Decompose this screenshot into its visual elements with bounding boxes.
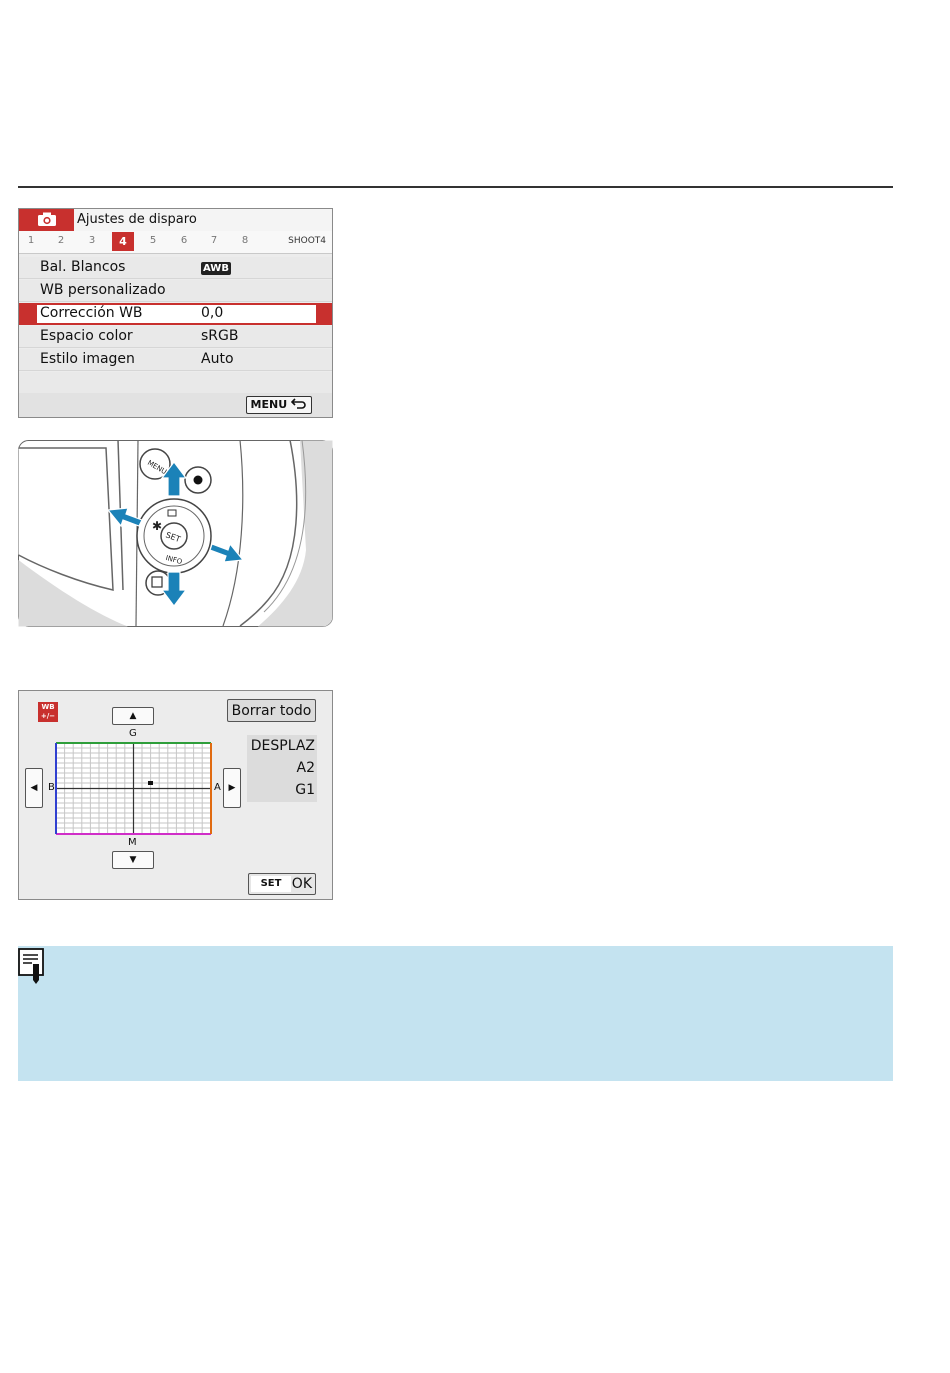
tab-7[interactable]: 7 [210, 235, 218, 246]
section-divider [18, 186, 893, 188]
shift-value-a: A2 [296, 760, 315, 776]
triangle-left-icon: ◀ [30, 783, 38, 793]
set-ok-button[interactable] [248, 873, 316, 895]
tab-3[interactable]: 3 [88, 235, 96, 246]
menu-item-label: WB personalizado [40, 282, 166, 298]
menu-back-button[interactable] [246, 396, 312, 414]
menu-tab-numbers [19, 231, 332, 254]
camera-icon [37, 212, 57, 227]
note-panel [18, 946, 893, 1081]
svg-text:MENU: MENU [145, 458, 168, 477]
tab-8[interactable]: 8 [241, 235, 249, 246]
svg-text:✱: ✱ [152, 519, 163, 533]
shift-label: DESPLAZ [250, 738, 315, 754]
menu-item-label: Bal. Blancos [40, 259, 126, 275]
axis-label-m: M [128, 837, 137, 848]
menu-item-espacio-color[interactable] [19, 326, 332, 348]
tab-group-label: SHOOT4 [288, 236, 326, 246]
camera-back-illustration [18, 440, 333, 627]
svg-text:INFO: INFO [164, 553, 184, 567]
tab-6[interactable]: 6 [180, 235, 188, 246]
return-arrow-icon [291, 398, 307, 409]
menu-title: Ajustes de disparo [77, 212, 197, 227]
menu-item-label: Espacio color [40, 328, 133, 344]
tab-1[interactable]: 1 [27, 235, 35, 246]
awb-badge: AWB [203, 263, 229, 274]
menu-item-bal-blancos[interactable] [19, 257, 332, 279]
shift-right-button[interactable] [223, 768, 241, 808]
set-label: SET [251, 876, 291, 892]
menu-item-wb-personalizado[interactable] [19, 280, 332, 302]
axis-label-g: G [129, 728, 137, 739]
tab-2[interactable]: 2 [57, 235, 65, 246]
tab-5[interactable]: 5 [149, 235, 157, 246]
menu-title-bar [19, 209, 332, 232]
svg-text:SET: SET [164, 530, 182, 545]
tab-4-active[interactable]: 4 [112, 232, 134, 251]
menu-item-value: sRGB [201, 328, 239, 344]
shift-readout [247, 735, 317, 802]
menu-item-value [201, 259, 231, 275]
menu-item-estilo-imagen[interactable] [19, 349, 332, 371]
clear-all-button[interactable]: Borrar todo [227, 699, 316, 722]
wb-shift-icon [38, 702, 58, 722]
menu-button-label: MENU [250, 398, 288, 411]
camera-menu-screen [18, 208, 333, 418]
shift-left-button[interactable] [25, 768, 43, 808]
shift-down-button[interactable] [112, 851, 154, 869]
triangle-up-icon: ▲ [129, 711, 137, 721]
memo-note-icon [18, 948, 46, 986]
triangle-down-icon: ▼ [129, 855, 137, 865]
menu-footer [19, 393, 332, 417]
menu-item-value: Auto [201, 351, 234, 367]
ok-label: OK [291, 876, 312, 892]
wb-correction-screen [18, 690, 333, 900]
shooting-tab[interactable] [19, 209, 74, 231]
shift-up-button[interactable] [112, 707, 154, 725]
axis-label-a: A [214, 782, 221, 793]
menu-item-value: 0,0 [201, 305, 224, 321]
menu-item-label: Estilo imagen [40, 351, 135, 367]
menu-item-correccion-wb-selected[interactable] [19, 303, 332, 325]
wb-icon-bottom: +/− [40, 712, 56, 720]
wb-icon-top: WB [41, 703, 55, 711]
wb-shift-grid[interactable] [55, 742, 212, 835]
menu-item-empty [19, 372, 332, 394]
shift-value-g: G1 [295, 782, 315, 798]
wb-shift-marker [148, 781, 153, 785]
axis-label-b: B [48, 782, 55, 793]
triangle-right-icon: ▶ [228, 783, 236, 793]
menu-item-label: Corrección WB [40, 305, 143, 321]
